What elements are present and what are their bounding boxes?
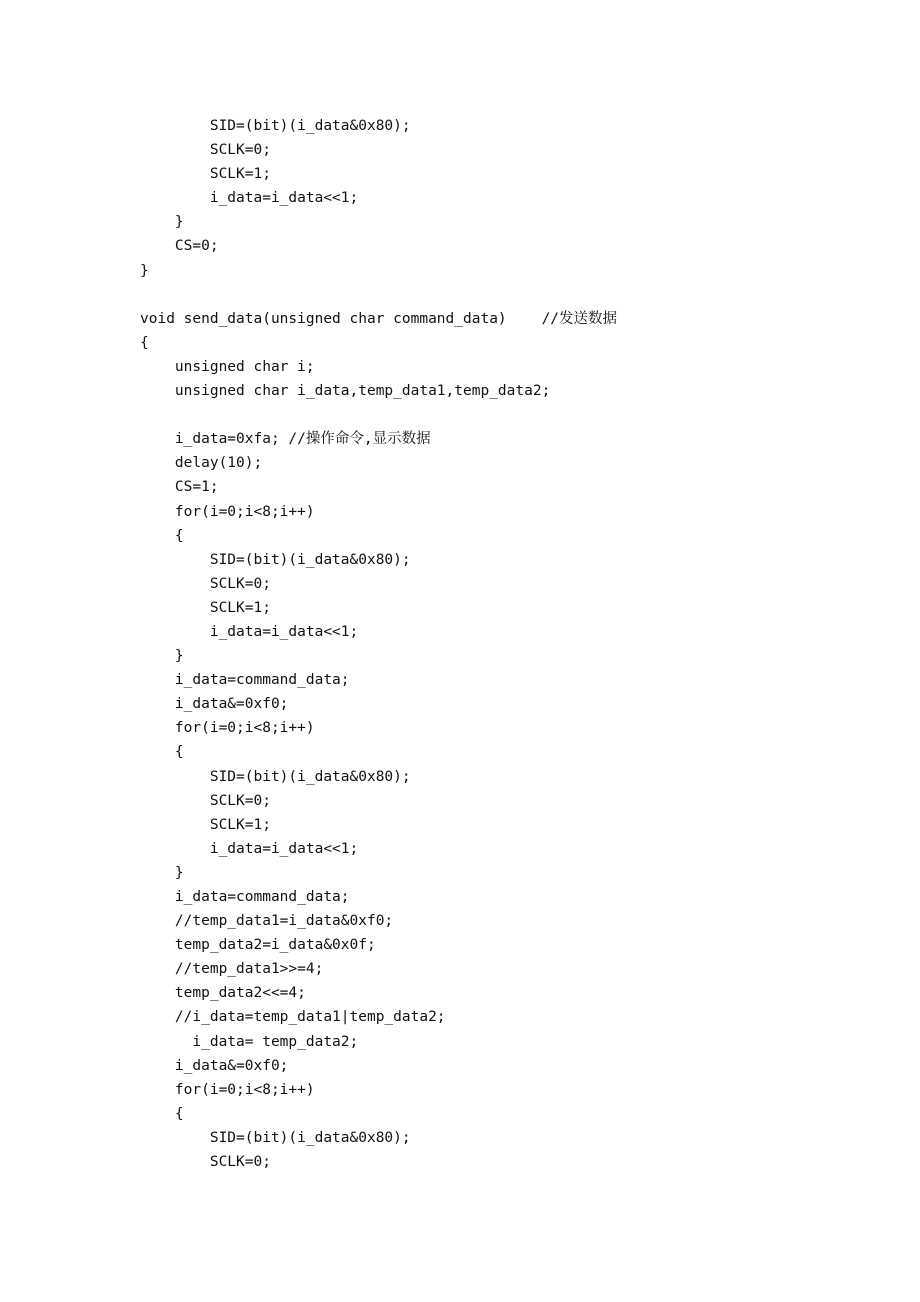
code-line: }: [140, 864, 184, 881]
code-line: {: [140, 744, 184, 761]
code-line: unsigned char i;: [140, 358, 315, 375]
code-line: {: [140, 334, 149, 351]
code-line: i_data=command_data;: [140, 672, 350, 689]
code-line: SID=(bit)(i_data&0x80);: [140, 551, 411, 568]
code-line: for(i=0;i<8;i++): [140, 720, 315, 737]
code-line: SCLK=1;: [140, 166, 271, 183]
code-line: i_data&=0xf0;: [140, 1057, 289, 1074]
code-line: //i_data=temp_data1|temp_data2;: [140, 1009, 446, 1026]
code-line: i_data=i_data<<1;: [140, 190, 359, 207]
code-line: i_data= temp_data2;: [140, 1033, 359, 1050]
code-line: void send_data(unsigned char command_data) //发送数据: [140, 310, 618, 327]
code-line: SCLK=1;: [140, 599, 271, 616]
code-line: {: [140, 527, 184, 544]
code-line: SCLK=0;: [140, 575, 271, 592]
code-line: SCLK=0;: [140, 1154, 271, 1171]
code-line: for(i=0;i<8;i++): [140, 1081, 315, 1098]
code-line: for(i=0;i<8;i++): [140, 503, 315, 520]
code-line: i_data=0xfa; //操作命令,显示数据: [140, 431, 431, 448]
code-line: [140, 403, 880, 427]
code-line: [140, 283, 880, 307]
code-line: SCLK=0;: [140, 792, 271, 809]
code-line: SCLK=1;: [140, 816, 271, 833]
code-line: i_data=i_data<<1;: [140, 623, 359, 640]
code-line: i_data=command_data;: [140, 889, 350, 905]
code-line: i_data=i_data<<1;: [140, 840, 359, 857]
code-line: SID=(bit)(i_data&0x80);: [140, 118, 411, 134]
code-line: delay(10);: [140, 455, 263, 472]
code-line: }: [140, 648, 184, 665]
code-line: CS=0;: [140, 238, 219, 255]
code-line: }: [140, 214, 184, 231]
code-line: {: [140, 1105, 184, 1122]
code-line: temp_data2=i_data&0x0f;: [140, 937, 376, 954]
code-line: CS=1;: [140, 479, 219, 496]
code-line: i_data&=0xf0;: [140, 696, 289, 713]
code-line: //temp_data1=i_data&0xf0;: [140, 913, 394, 930]
code-line: }: [140, 262, 149, 279]
code-listing: [140, 114, 880, 1174]
code-line: temp_data2<<=4;: [140, 985, 306, 1002]
code-line: SCLK=0;: [140, 142, 271, 159]
code-line: //temp_data1>>=4;: [140, 961, 324, 978]
code-line: SID=(bit)(i_data&0x80);: [140, 1129, 411, 1146]
code-line: SID=(bit)(i_data&0x80);: [140, 768, 411, 785]
code-line: unsigned char i_data,temp_data1,temp_data2;: [140, 383, 551, 400]
